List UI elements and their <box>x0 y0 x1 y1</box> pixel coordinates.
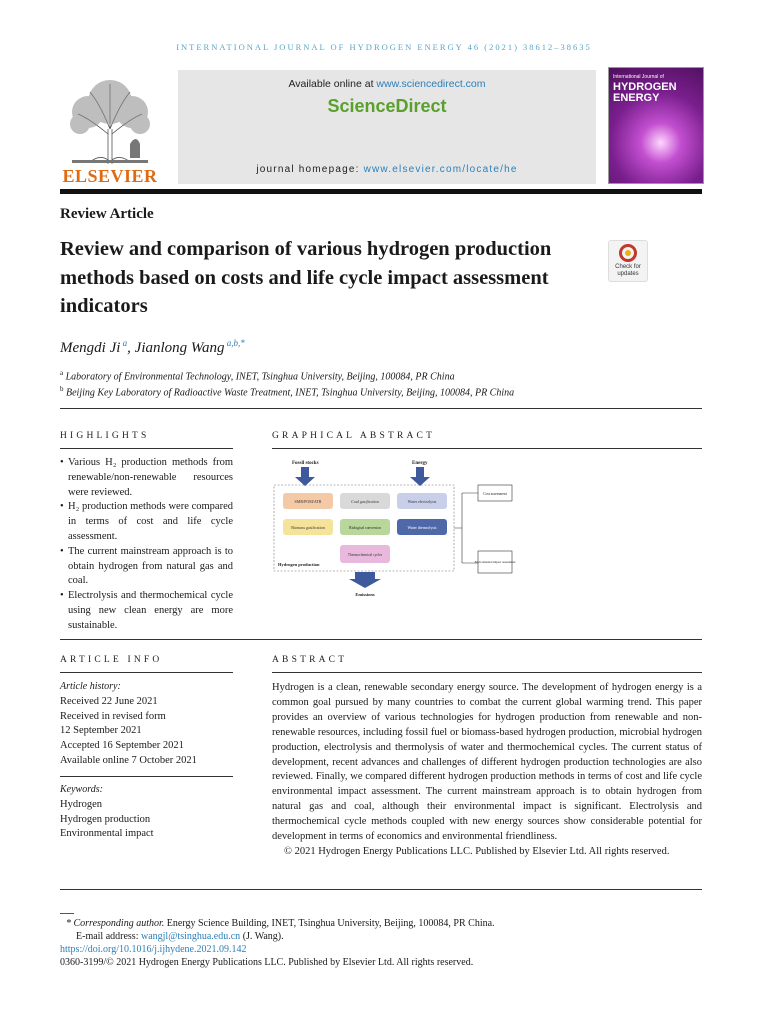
highlight-item: • Electrolysis and thermochemical cycle using new clean energy are more sustainable. <box>60 589 233 633</box>
highlights-list <box>60 456 233 634</box>
history-line: Available online 7 October 2021 <box>60 754 197 766</box>
keyword[interactable]: Hydrogen <box>60 798 102 810</box>
article-info-heading: ARTICLE INFO <box>60 655 163 665</box>
abstract-copyright: © 2021 Hydrogen Energy Publications LLC. Published by Elsevier Ltd. All rights reserved. <box>284 845 670 857</box>
author-name[interactable]: Jianlong Wang <box>134 340 225 356</box>
journal-cover-image <box>608 67 704 184</box>
emissions-arrow <box>349 572 381 588</box>
fossil-arrow <box>295 467 315 486</box>
corresponding-prefix: * Corresponding author. <box>66 918 165 929</box>
history-line: Accepted 16 September 2021 <box>60 740 184 752</box>
label-smr: SMR/POM/ATR <box>294 499 322 504</box>
cover-title-line-1: HYDROGEN <box>613 81 677 93</box>
email-link[interactable]: wangjl@tsinghua.edu.cn <box>140 931 241 942</box>
journal-running-header: INTERNATIONAL JOURNAL OF HYDROGEN ENERGY 46 (2021) 38612–38635 <box>176 42 592 52</box>
sciencedirect-banner <box>178 70 596 184</box>
crossmark-icon <box>619 244 637 262</box>
keywords-list <box>60 783 233 842</box>
author-affiliation-marker[interactable]: a <box>122 338 128 348</box>
available-online-line <box>178 78 596 90</box>
section-divider <box>60 889 702 890</box>
corresponding-text: Energy Science Building, INET, Tsinghua University, Beijing, 100084, PR China. <box>164 918 495 929</box>
email-suffix: (J. Wang). <box>240 931 284 942</box>
article-info-rule <box>60 672 233 673</box>
affiliation-text: Beijing Key Laboratory of Radioactive Waste Treatment, INET, Tsinghua University, Beijing, 100084, PR China <box>66 387 515 399</box>
highlight-item: • Various H₂ production methods from renewable/non-renewable resources were reviewed. <box>60 456 233 500</box>
cover-title-line-2: ENERGY <box>613 92 660 104</box>
journal-homepage-line <box>178 164 596 175</box>
energy-arrow <box>410 467 430 486</box>
author-name[interactable]: Mengdi Ji <box>60 340 121 356</box>
fossil-stocks-label: Fossil stocks <box>292 461 319 466</box>
journal-homepage-link[interactable]: www.elsevier.com/locate/he <box>363 164 518 175</box>
cover-title <box>613 82 677 104</box>
article-history <box>60 680 233 769</box>
affiliation-text: Laboratory of Environmental Technology, INET, Tsinghua University, Beijing, 100084, PR China <box>65 371 455 383</box>
article-title: Review and comparison of various hydrogen production methods based on costs and life cycle impact assessment indicators <box>60 238 552 317</box>
email-label: E-mail address: <box>76 931 141 942</box>
label-thermochemical: Thermochemical cycles <box>347 553 383 557</box>
author-list: Mengdi Ji $^a$, Jianlong Wang $^{a,b,*}$ <box>60 338 245 356</box>
sciencedirect-link[interactable]: www.sciencedirect.com <box>376 78 486 90</box>
email-line <box>76 930 706 943</box>
env-impact-label: Environmental impact assessment <box>474 560 516 564</box>
check-for-updates-label: Check for updates <box>615 264 641 277</box>
corresponding-author-note <box>66 917 706 930</box>
label-coal: Coal gasification <box>351 499 379 504</box>
section-divider <box>60 639 702 640</box>
affiliation-b <box>60 385 514 398</box>
abstract-heading: ABSTRACT <box>272 655 348 665</box>
sciencedirect-brand: ScienceDirect <box>327 96 447 116</box>
hydrogen-production-label: Hydrogen production <box>278 562 320 567</box>
affiliation-a <box>60 369 455 382</box>
issn-line: 0360-3199/© 2021 Hydrogen Energy Publications LLC. Published by Elsevier Ltd. All rights reserved. <box>60 957 474 968</box>
check-for-updates-button[interactable] <box>608 240 648 282</box>
publisher-wordmark: ELSEVIER <box>62 166 158 186</box>
highlights-rule <box>60 448 233 449</box>
history-line: 12 September 2021 <box>60 725 142 737</box>
masthead-rule <box>60 189 702 194</box>
graphical-abstract-heading: GRAPHICAL ABSTRACT <box>272 431 436 441</box>
emissions-label: Emissions <box>355 592 375 597</box>
keyword[interactable]: Environmental impact <box>60 828 154 840</box>
highlights-heading: HIGHLIGHTS <box>60 431 150 441</box>
abstract-body <box>272 681 702 860</box>
cover-small-text: International Journal of <box>613 74 664 80</box>
affiliation-marker: a <box>60 369 64 377</box>
homepage-prefix: journal homepage: <box>256 164 364 175</box>
footnote-rule <box>60 913 74 914</box>
bracket-lines <box>454 493 478 563</box>
keyword[interactable]: Hydrogen production <box>60 813 151 825</box>
section-divider <box>60 408 702 409</box>
doi-line <box>60 943 700 956</box>
history-label: Article history: <box>60 681 121 692</box>
available-prefix: Available online at <box>288 78 377 90</box>
label-biological: Biological conversion <box>349 526 381 530</box>
abstract-text: Hydrogen is a clean, renewable secondary energy source. The development of hydrogen energy is a common goal pursued by many countries to combat the current global warming trend. This paper provides an overview of various technologies for hydrogen production from renewable and non-renewable resources, including fossil fuel or biomass-based hydrogen production, microbial hydrogen production, electrolysis and thermolysis of water and thermochemical cycles. The current status of development, recent advances and challenges of different hydrogen production technologies are also reviewed. Finally, we compared different hydrogen production methods in terms of cost and life cycle environmental impact assessment. The current mainstream approach is to obtain hydrogen from natural gas and coal, although their environmental impact is significant. Electrolysis and thermochemical cycle methods coupled with new energy sources show considerable potential for development in terms of economics and environmental friendliness. <box>272 682 702 843</box>
label-water-electrolysis: Water electrolysis <box>407 499 437 504</box>
label-biomass: Biomass gasification <box>291 525 325 530</box>
highlight-item: • H₂ production methods were compared in terms of cost and life cycle assessment. <box>60 500 233 544</box>
label-water-thermolysis: Water thermolysis <box>407 525 437 530</box>
history-line: Received in revised form <box>60 710 166 722</box>
article-type: Review Article <box>60 206 154 222</box>
doi-link[interactable]: https://doi.org/10.1016/j.ijhydene.2021.09.142 <box>60 944 247 955</box>
energy-label: Energy <box>412 461 428 466</box>
highlight-item: • The current mainstream approach is to obtain hydrogen from natural gas and coal. <box>60 545 233 589</box>
masthead <box>60 70 702 186</box>
keywords-label: Keywords: <box>60 784 103 795</box>
cost-assessment-label: Cost assessment <box>483 492 507 496</box>
keywords-rule <box>60 776 233 777</box>
graphical-abstract-figure[interactable] <box>272 455 516 600</box>
affiliation-marker: b <box>60 385 64 393</box>
abstract-rule <box>272 672 702 673</box>
graphical-abstract-rule <box>272 448 702 449</box>
author-affiliation-marker[interactable]: a,b,* <box>226 338 245 348</box>
history-line: Received 22 June 2021 <box>60 695 158 707</box>
